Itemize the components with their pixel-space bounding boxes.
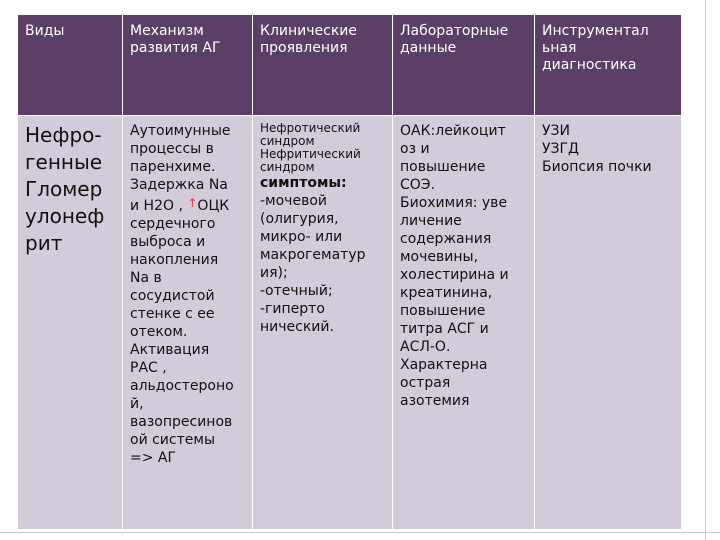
clinical-syndromes: Нефротический синдром Нефритический синдром <box>260 121 361 174</box>
header-clinical: Клинические проявления <box>253 15 393 116</box>
table-row <box>18 116 682 530</box>
up-arrow-icon: ↑ <box>187 196 198 210</box>
clinical-symptoms: -мочевой (олигурия, микро- или макрогематур ия); -отечный; -гиперто нический. <box>260 193 366 335</box>
corner-divider <box>0 532 720 533</box>
cell-instrumental: УЗИ УЗГД Биопсия почки <box>535 116 682 530</box>
header-mechanism: Механизм развития АГ <box>123 15 253 116</box>
cell-clinical <box>253 116 393 530</box>
mechanism-text-b: ОЦК сердечного выброса и накопления Na в сосудистой стенке с ее отеком. Активация РАС , альдостероно й, вазопресинов ой системы => АГ <box>130 198 234 466</box>
cell-mechanism <box>123 116 253 530</box>
header-lab: Лабораторные данные <box>393 15 535 116</box>
hypertension-table <box>17 14 682 530</box>
clinical-symptoms-label: симптомы: <box>260 175 347 191</box>
header-types: Виды <box>18 15 123 116</box>
cell-lab: ОАК:лейкоцит оз и повышение СОЭ. Биохимия: уве личение содержания мочевины, холестирина и креатинина, повышение титра АСГ и АСЛ-О. Характерна острая азотемия <box>393 116 535 530</box>
header-instrumental: Инструментал ьная диагностика <box>535 15 682 116</box>
mechanism-text-a: Аутоимунные процессы в паренхиме. Задержка Na и H2O , <box>130 123 231 214</box>
table-header-row <box>18 15 682 116</box>
corner-divider <box>705 0 706 540</box>
cell-type: Нефро- генные Гломер улонеф рит <box>18 116 123 530</box>
